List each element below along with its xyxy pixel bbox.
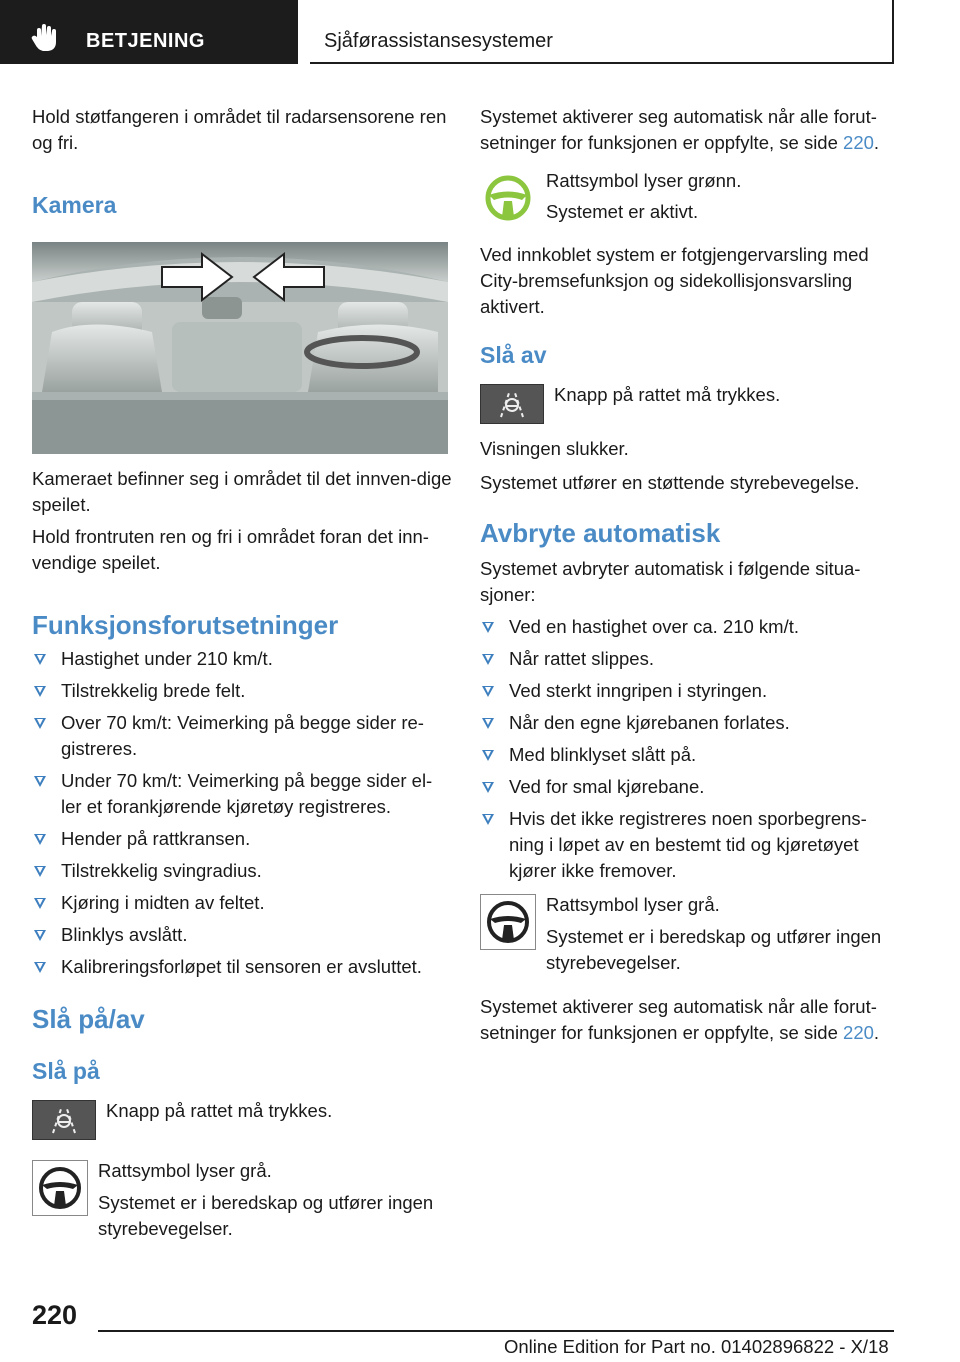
grey-text2: Systemet er i beredskap og utfører ingen styrebevegelser. <box>546 926 882 973</box>
list-item: Tilstrekkelig svingradius. <box>32 858 452 884</box>
on-button-text: Knapp på rattet må trykkes. <box>106 1100 333 1121</box>
footer-divider <box>98 1330 894 1332</box>
list-item: Under 70 km/t: Veimerking på begge sider el-ler et forankjørende kjøretøy registreres. <box>32 768 452 820</box>
page-link[interactable]: 220 <box>843 1022 874 1043</box>
list-item: Ved sterkt inngripen i styringen. <box>480 678 900 704</box>
on-heading: Slå på <box>32 1058 100 1084</box>
list-item: Over 70 km/t: Veimerking på begge sider re-gistreres. <box>32 710 452 762</box>
auto-activate-text: Systemet aktiverer seg automatisk når alle forut-setninger for funksjonen er oppfylte, se side 220. <box>480 106 880 153</box>
camera-location-text: Kameraet befinner seg i området til det innven-dige speilet. <box>32 468 452 515</box>
footer-edition: Online Edition for Part no. 01402896822 - X/18 <box>504 1336 889 1357</box>
list-item: Hender på rattkransen. <box>32 826 452 852</box>
camera-clean-text: Hold frontruten ren og fri i området foran det inn-vendige speilet. <box>32 526 429 573</box>
chapter-label: BETJENING <box>86 30 205 52</box>
off-text2: Systemet utfører en støttende styrebevegelse. <box>480 472 860 493</box>
intro-text: Hold støtfangeren i området til radarsensorene ren og fri. <box>32 106 447 153</box>
list-item: Ved for smal kjørebane. <box>480 774 900 800</box>
camera-illustration <box>32 242 448 454</box>
list-item: Når den egne kjørebanen forlates. <box>480 710 900 736</box>
section-title: Sjåførassistansesystemer <box>324 30 553 52</box>
warning-text: Ved innkoblet system er fotgjengervarsling med City-bremsefunksjon og sidekollisjonsvarsling aktivert. <box>480 244 869 317</box>
list-item: Tilstrekkelig brede felt. <box>32 678 452 704</box>
on-symbol-text2: Systemet er i beredskap og utfører ingen styrebevegelser. <box>98 1192 434 1239</box>
list-item: Hastighet under 210 km/t. <box>32 646 452 672</box>
func-list <box>32 646 452 980</box>
green-text2: Systemet er aktivt. <box>546 201 699 222</box>
list-item: Kjøring i midten av feltet. <box>32 890 452 916</box>
lane-assist-button-icon <box>480 384 544 424</box>
lane-assist-button-icon <box>32 1100 96 1140</box>
off-button-text: Knapp på rattet må trykkes. <box>554 384 781 405</box>
cancel-list <box>480 614 900 884</box>
list-item: Ved en hastighet over ca. 210 km/t. <box>480 614 900 640</box>
page-link[interactable]: 220 <box>843 132 874 153</box>
pointing-hand-icon <box>28 20 64 56</box>
auto-activate-text-2: Systemet aktiverer seg automatisk når alle forut-setninger for funksjonen er oppfylte, se side 220. <box>480 996 880 1043</box>
list-item: Kalibreringsforløpet til sensoren er avsluttet. <box>32 954 452 980</box>
func-heading: Funksjonsforutsetninger <box>32 610 339 640</box>
list-item: Med blinklyset slått på. <box>480 742 900 768</box>
chapter-tab[interactable] <box>0 0 298 64</box>
on-symbol-text1: Rattsymbol lyser grå. <box>98 1160 272 1181</box>
off-heading: Slå av <box>480 342 547 368</box>
off-text1: Visningen slukker. <box>480 438 629 459</box>
green-text1: Rattsymbol lyser grønn. <box>546 170 742 191</box>
steering-wheel-green-icon <box>480 170 536 226</box>
list-item: Hvis det ikke registreres noen sporbegrens-ning i løpet av en bestemt tid og kjøretøyet kjører ikke fremover. <box>480 806 900 884</box>
cancel-heading: Avbryte automatisk <box>480 518 721 548</box>
grey-text1: Rattsymbol lyser grå. <box>546 894 720 915</box>
list-item: Blinklys avslått. <box>32 922 452 948</box>
steering-wheel-grey-icon <box>32 1160 88 1216</box>
page-number: 220 <box>32 1300 78 1330</box>
onoff-heading: Slå på/av <box>32 1004 145 1034</box>
cancel-intro: Systemet avbryter automatisk i følgende situa-sjoner: <box>480 558 861 605</box>
steering-wheel-grey-icon <box>480 894 536 950</box>
section-header <box>310 0 894 64</box>
list-item: Når rattet slippes. <box>480 646 900 672</box>
camera-heading: Kamera <box>32 192 117 218</box>
